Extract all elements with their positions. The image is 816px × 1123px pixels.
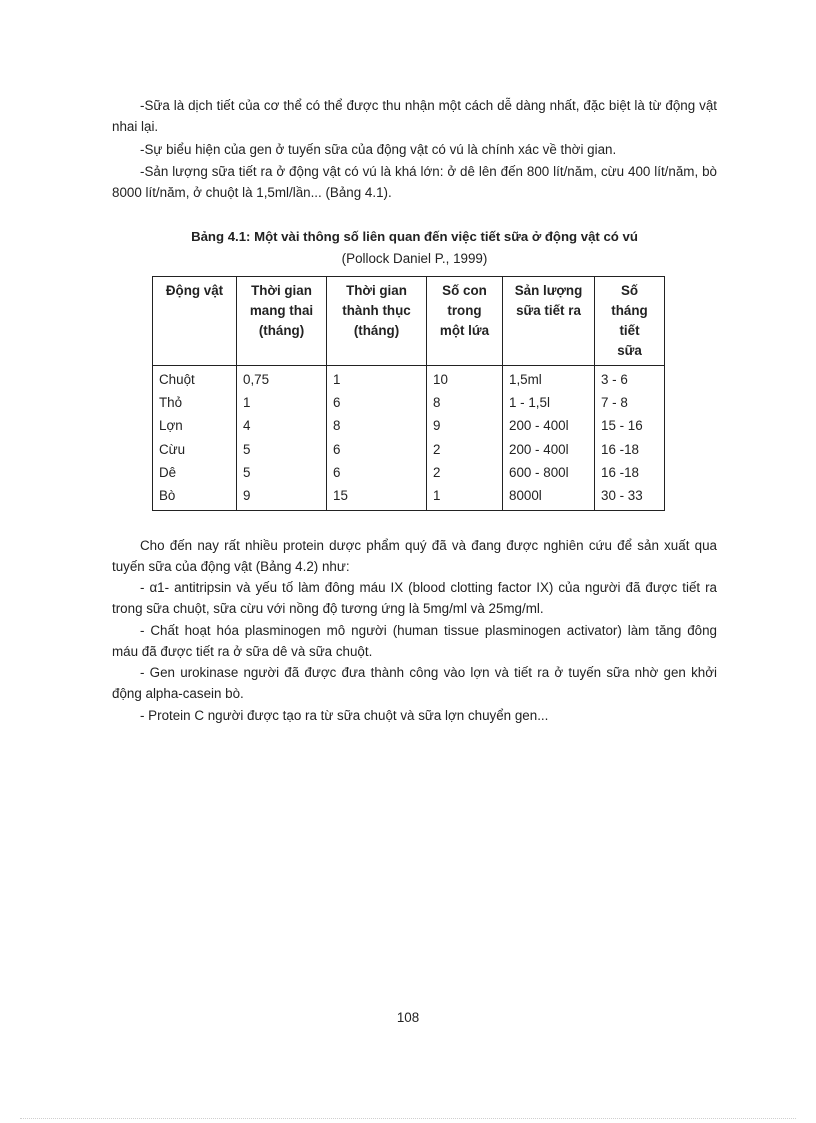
table-row — [153, 391, 665, 414]
header-line: Số — [620, 283, 639, 298]
header-gestation — [237, 277, 327, 366]
table-cell: 2 — [427, 461, 503, 484]
table-header-row — [153, 277, 665, 366]
table-cell: 4 — [237, 414, 327, 437]
intro-paragraph-3: -Sản lượng sữa tiết ra ở động vật có vú là khá lớn: ở dê lên đến 800 lít/năm, cừu 400 lít/năm, bò 8000 lít/năm, ở chuột là 1,5ml/lần... (Bảng 4.1). — [112, 164, 717, 200]
header-line: (tháng) — [353, 323, 400, 338]
table-cell: 15 — [327, 484, 427, 511]
header-line: trong — [447, 303, 482, 318]
table-cell: 8 — [427, 391, 503, 414]
table-row — [153, 438, 665, 461]
table-cell: 1,5ml — [503, 366, 595, 392]
table-cell: 5 — [237, 461, 327, 484]
header-line: (tháng) — [258, 323, 305, 338]
header-line: Sản lượng — [514, 283, 583, 298]
header-line: tiết — [619, 323, 640, 338]
table-cell: Dê — [153, 461, 237, 484]
header-line: một lứa — [439, 323, 490, 338]
table-cell: 1 - 1,5l — [503, 391, 595, 414]
header-line: mang thai — [249, 303, 314, 318]
table-cell: Cừu — [153, 438, 237, 461]
body-paragraph-1: Cho đến nay rất nhiều protein dược phẩm quý đã và đang được nghiên cứu để sản xuất qua tuyến sữa của động vật (Bảng 4.2) như: — [112, 538, 717, 574]
intro-paragraph-2: -Sự biểu hiện của gen ở tuyến sữa của động vật có vú là chính xác về thời gian. — [140, 142, 617, 157]
table-source: (Pollock Daniel P., 1999) — [341, 251, 488, 266]
table-cell: 8 — [327, 414, 427, 437]
table-cell: 6 — [327, 391, 427, 414]
table-row — [153, 484, 665, 511]
table-cell: 6 — [327, 438, 427, 461]
table-cell: 8000l — [503, 484, 595, 511]
table-cell: 9 — [237, 484, 327, 511]
table-cell: 30 - 33 — [595, 484, 665, 511]
header-animal — [153, 277, 237, 366]
table-cell: 7 - 8 — [595, 391, 665, 414]
table-cell: Bò — [153, 484, 237, 511]
table-cell: 2 — [427, 438, 503, 461]
body-paragraph-3: - Chất hoạt hóa plasminogen mô người (human tissue plasminogen activator) làm tăng đông máu đã được tiết ra ở sữa dê và sữa chuột. — [112, 623, 717, 659]
table-cell: 1 — [327, 366, 427, 392]
header-line: Thời gian — [346, 283, 407, 298]
table-cell: Chuột — [153, 366, 237, 392]
table-cell: 5 — [237, 438, 327, 461]
page-edge-divider — [20, 1118, 796, 1119]
body-paragraph-2: - α1- antitripsin và yếu tố làm đông máu IX (blood clotting factor IX) của người đã được tiết ra trong sữa chuột, sữa cừu với nồng độ tương ứng là 5mg/ml và 25mg/ml. — [112, 580, 717, 616]
header-line: thành thục — [342, 303, 411, 318]
header-line: Số con — [442, 283, 487, 298]
table-cell: 0,75 — [237, 366, 327, 392]
table-cell: 200 - 400l — [503, 438, 595, 461]
header-line: Động vật — [165, 283, 224, 298]
table-cell: 9 — [427, 414, 503, 437]
table-cell: 200 - 400l — [503, 414, 595, 437]
table-row — [153, 461, 665, 484]
milk-parameters-table — [152, 276, 665, 511]
header-line: sữa — [617, 343, 642, 358]
header-milk-yield — [503, 277, 595, 366]
table-cell: 6 — [327, 461, 427, 484]
table-row — [153, 414, 665, 437]
header-line: sữa tiết ra — [516, 303, 581, 318]
table-title: Bảng 4.1: Một vài thông số liên quan đến việc tiết sữa ở động vật có vú — [191, 229, 638, 244]
table-cell: 1 — [427, 484, 503, 511]
table-cell: 10 — [427, 366, 503, 392]
page-number: 108 — [396, 1010, 420, 1025]
header-line: Thời gian — [251, 283, 312, 298]
table-cell: Thỏ — [153, 391, 237, 414]
table-cell: 1 — [237, 391, 327, 414]
intro-paragraph-1: -Sữa là dịch tiết của cơ thể có thể được thu nhận một cách dễ dàng nhất, đặc biệt là từ động vật nhai lại. — [112, 98, 717, 134]
table-cell: 15 - 16 — [595, 414, 665, 437]
table-cell: 3 - 6 — [595, 366, 665, 392]
body-paragraph-4: - Gen urokinase người đã được đưa thành công vào lợn và tiết ra ở tuyến sữa nhờ gen khởi động alpha-casein bò. — [112, 665, 717, 701]
table-cell: Lợn — [153, 414, 237, 437]
table-row — [153, 366, 665, 392]
body-paragraph-5: - Protein C người được tạo ra từ sữa chuột và sữa lợn chuyển gen... — [140, 708, 549, 723]
header-maturity — [327, 277, 427, 366]
header-line: tháng — [611, 303, 648, 318]
table-cell: 600 - 800l — [503, 461, 595, 484]
table-cell: 16 -18 — [595, 461, 665, 484]
header-lactation-months — [595, 277, 665, 366]
header-litter-size — [427, 277, 503, 366]
table-cell: 16 -18 — [595, 438, 665, 461]
